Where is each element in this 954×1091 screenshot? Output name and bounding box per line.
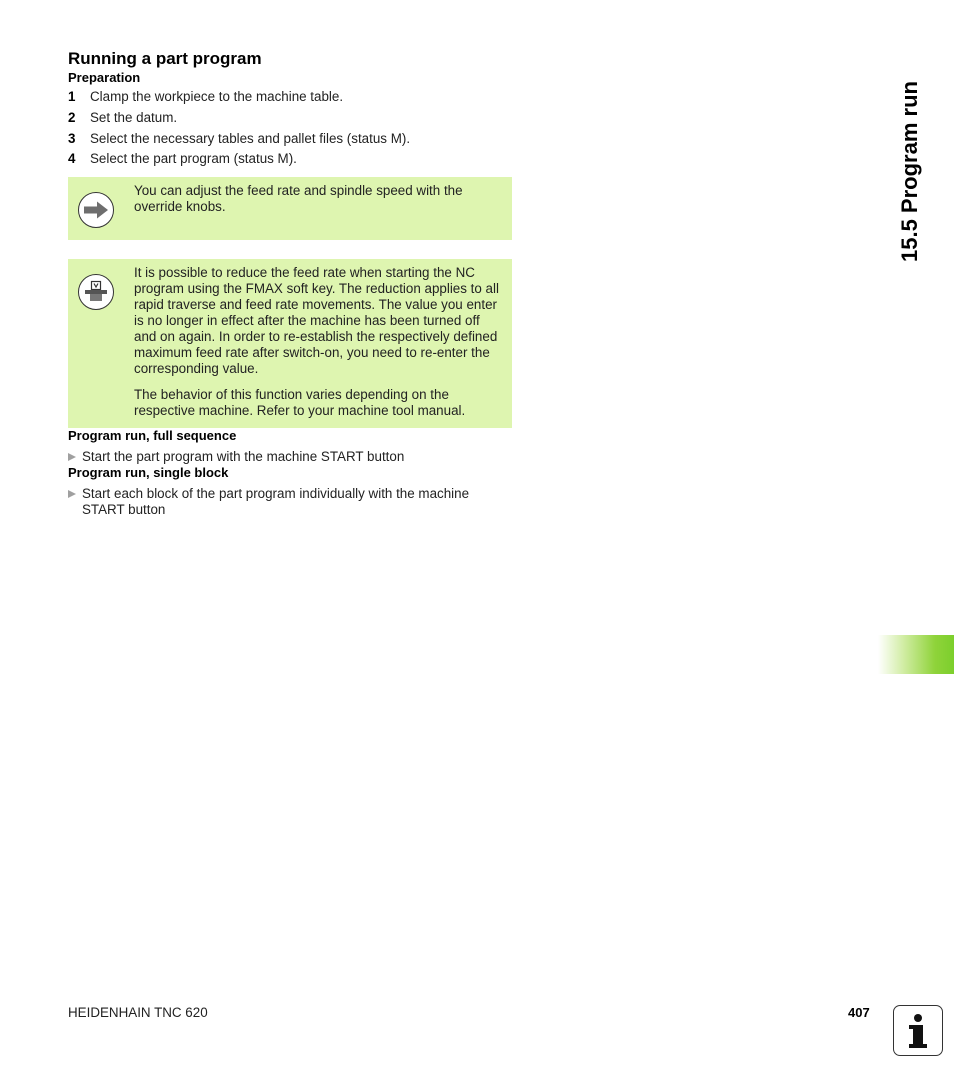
chapter-thumb-tab bbox=[878, 635, 954, 674]
step-number: 3 bbox=[68, 130, 76, 146]
section-title: Running a part program bbox=[68, 49, 262, 68]
instruction-text: Start each block of the part program individually with the machine START button bbox=[82, 486, 470, 518]
step-text: Set the datum. bbox=[90, 109, 178, 125]
single-block-heading: Program run, single block bbox=[68, 465, 229, 481]
full-sequence-heading: Program run, full sequence bbox=[68, 428, 237, 444]
single-block-instruction bbox=[68, 486, 512, 518]
step-item bbox=[68, 89, 512, 105]
bullet-triangle-icon bbox=[68, 449, 82, 465]
note-text: The behavior of this function varies depending on the respective machine. Refer to your machine tool manual. bbox=[134, 387, 466, 419]
full-sequence-instruction bbox=[68, 449, 512, 465]
step-text: Select the part program (status M). bbox=[90, 151, 297, 167]
bullet-triangle-icon bbox=[68, 486, 82, 518]
step-text: Clamp the workpiece to the machine table. bbox=[90, 89, 344, 104]
step-item bbox=[68, 131, 512, 147]
machine-note bbox=[68, 259, 512, 428]
step-number: 1 bbox=[68, 89, 76, 104]
preparation-heading: Preparation bbox=[68, 70, 141, 85]
note-text: You can adjust the feed rate and spindle speed with the override knobs. bbox=[134, 183, 463, 215]
tip-note bbox=[68, 177, 512, 240]
instruction-text: Start the part program with the machine START button bbox=[82, 449, 405, 465]
step-text: Select the necessary tables and pallet files (status M). bbox=[90, 130, 411, 146]
machine-dependent-icon bbox=[78, 274, 114, 310]
page-content bbox=[68, 48, 512, 518]
step-number: 2 bbox=[68, 109, 76, 125]
info-icon bbox=[893, 1005, 943, 1056]
page-number: 407 bbox=[848, 1005, 870, 1020]
chapter-side-title: 15.5 Program run bbox=[897, 81, 922, 262]
footer-product: HEIDENHAIN TNC 620 bbox=[68, 1005, 208, 1020]
preparation-steps bbox=[68, 89, 512, 167]
note-text: It is possible to reduce the feed rate when starting the NC program using the FMAX soft key. The reduction applies to all rapid traverse and feed rate movements. The value you enter is no longer in effect after the machine has been turned off and on again. In order to re-establish the respectively defined maximum feed rate after switch-on, you need to re-enter the corresponding value. bbox=[134, 265, 499, 377]
arrow-right-icon bbox=[78, 192, 114, 228]
step-item bbox=[68, 151, 512, 167]
step-item bbox=[68, 110, 512, 126]
step-number: 4 bbox=[68, 151, 76, 167]
